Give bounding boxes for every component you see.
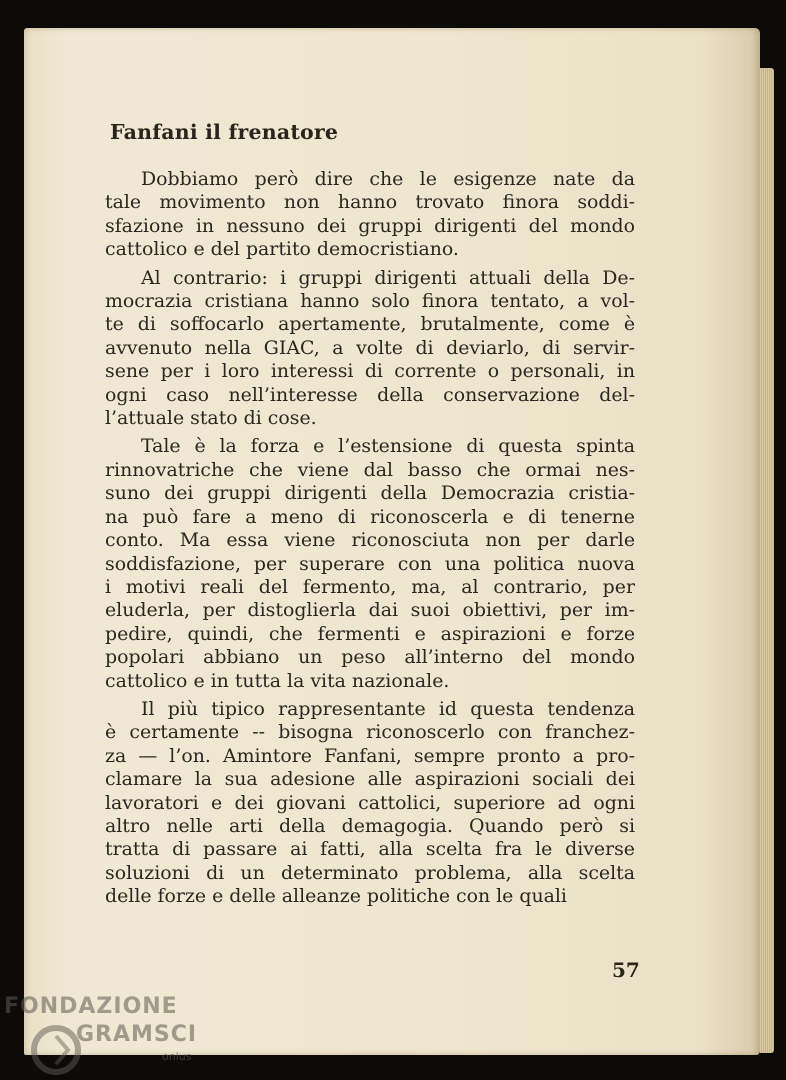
text-line: soluzioni di un determinato problema, alla scelta — [105, 861, 635, 884]
text-line: altro nelle arti della demagogia. Quando però si — [105, 814, 635, 837]
text-line: cattolico e in tutta la vita nazionale. — [105, 669, 450, 692]
watermark-line-3: onlus — [162, 1050, 192, 1063]
text-line: te di soffocarlo apertamente, brutalmente, come è — [105, 313, 635, 336]
text-line: cattolico e del partito democristiano. — [105, 238, 459, 261]
section-heading: Fanfani il frenatore — [110, 120, 339, 144]
page-edge-stack — [760, 68, 774, 1053]
text-line: Il più tipico rappresentante id questa tendenza — [141, 697, 635, 720]
text-line: lavoratori e dei giovani cattolici, superiore ad ogni — [105, 791, 635, 814]
text-line: eluderla, per distoglierla dai suoi obiettivi, per im- — [105, 599, 635, 622]
watermark-line-2: GRAMSCI — [76, 1022, 198, 1047]
text-line: Tale è la forza e l’estensione di questa spinta — [141, 435, 635, 458]
paragraph — [105, 435, 635, 692]
text-line: avvenuto nella GIAC, a volte di deviarlo, di servir- — [105, 336, 635, 359]
body-text — [105, 168, 635, 909]
text-line: è certamente -- bisogna riconoscerlo con franchez- — [105, 721, 635, 744]
text-line: tale movimento non hanno trovato finora soddi- — [105, 191, 635, 214]
paragraph — [105, 168, 635, 262]
text-line: sfazione in nessuno dei gruppi dirigenti del mondo — [105, 214, 635, 237]
paragraph — [105, 267, 635, 431]
text-line: pedire, quindi, che fermenti e aspirazioni e forze — [105, 622, 635, 645]
text-line: mocrazia cristiana hanno solo finora tentato, a vol- — [105, 290, 635, 313]
text-line: clamare la sua adesione alle aspirazioni sociali dei — [105, 768, 635, 791]
text-line: popolari abbiano un peso all’interno del mondo — [105, 646, 635, 669]
text-line: conto. Ma essa viene riconosciuta non per darle — [105, 529, 635, 552]
book-page — [24, 28, 760, 1055]
text-line: Al contrario: i gruppi dirigenti attuali della De- — [141, 266, 635, 289]
text-line: sene per i loro interessi di corrente o personali, in — [105, 360, 635, 383]
text-line: delle forze e delle alleanze politiche con le quali — [105, 885, 567, 908]
text-line: ogni caso nell’interesse della conservazione del- — [105, 383, 635, 406]
text-line: suno dei gruppi dirigenti della Democrazia cristia- — [105, 482, 635, 505]
text-line: za — l’on. Amintore Fanfani, sempre pronto a pro- — [105, 744, 635, 767]
text-line: rinnovatriche che viene dal basso che ormai nes- — [105, 458, 635, 481]
text-line: soddisfazione, per superare con una politica nuova — [105, 552, 635, 575]
watermark-line-1: FONDAZIONE — [4, 994, 178, 1019]
text-line: l’attuale stato di cose. — [105, 407, 317, 430]
text-line: Dobbiamo però dire che le esigenze nate da — [141, 168, 635, 190]
paragraph — [105, 698, 635, 909]
text-line: i motivi reali del fermento, ma, al contrario, per — [105, 575, 635, 598]
page-number: 57 — [612, 958, 640, 982]
text-line: na può fare a meno di riconoscerla e di tenerne — [105, 505, 635, 528]
text-line: tratta di passare ai fatti, alla scelta fra le diverse — [105, 838, 635, 861]
